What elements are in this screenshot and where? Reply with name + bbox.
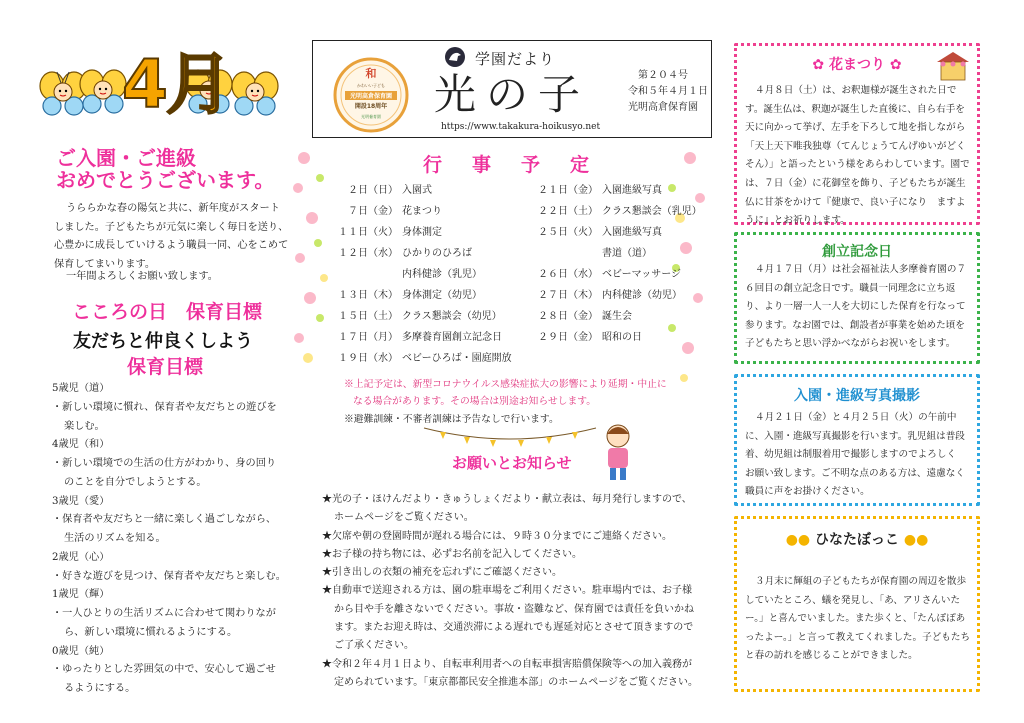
intro-paragraph: うららかな春の陽気と共に、新年度がスタートしました。子どもたちが元気に楽しく毎日を送り、心豊かに成長していけるよう職員一同、心をこめて保育してまいります。 bbox=[54, 203, 289, 270]
goal-line: ・好きな遊びを見つけ、保育者や友だちと楽しむ。 bbox=[52, 570, 286, 582]
event-date: ２９日（金） bbox=[538, 332, 598, 343]
goal-line: 生活のリズムを知る。 bbox=[64, 533, 166, 544]
event-row bbox=[320, 285, 520, 306]
chick-icon: ●● bbox=[903, 532, 929, 548]
flower-festival-body: ４月８日（土）は、お釈迦様が誕生された日です。誕生仏は、釈迦が誕生した直後に、自ら右手を天に向かって挙げ、左手を下ろして地を指しながら「天上天下唯我独尊（てんじょうてんげゆいがどくそん）」と語ったという様をあらわしています。園では、７日（金）に花御堂を飾り、子どもたちが誕生仏に甘茶をかけて『健康で、良い子になり ますように』とお祈りします。 bbox=[745, 85, 970, 227]
founding-day-body: ４月１７日（月）は社会福祉法人多摩養育園の７６回目の創立記念日です。職員一同理念に立ち返り、より一層一人一人を大切にした保育を行なって参ります。なお園では、創設者が事業を始めた頃を子どもたちと思い浮かべながらお祝いをします。 bbox=[745, 264, 967, 350]
event-name: 内科健診（乳児） bbox=[402, 269, 482, 280]
masthead-title: 光の子 bbox=[434, 70, 591, 119]
event-row bbox=[520, 243, 710, 264]
event-name: 身体測定 bbox=[402, 227, 442, 238]
event-row bbox=[320, 264, 520, 285]
event-row bbox=[520, 201, 710, 222]
events-list-right bbox=[520, 180, 710, 348]
event-date: １７日（月） bbox=[338, 332, 398, 343]
goal-line: ら、新しい環境に慣れるようにする。 bbox=[64, 626, 238, 638]
website-link[interactable]: https://www.takakura-hoikusyo.net bbox=[441, 122, 601, 132]
goal-list bbox=[52, 380, 292, 699]
event-name: クラス懇談会（幼児） bbox=[402, 311, 502, 322]
event-date: ７日（金） bbox=[348, 206, 398, 217]
event-row bbox=[320, 306, 520, 327]
goal-age: 4歳児（和） bbox=[52, 439, 110, 451]
goal-line: ・一人ひとりの生活リズムに合わせて関わりなが bbox=[52, 608, 276, 619]
event-row bbox=[520, 306, 710, 327]
event-date: ２５日（火） bbox=[538, 227, 598, 238]
event-date: ２８日（金） bbox=[538, 311, 598, 322]
notice-line: ★令和２年４月１日より、自転車利用者への自転車損害賠償保険等への加入義務が bbox=[322, 658, 692, 670]
notice-line: ★欠席や朝の登園時間が遅れる場合には、９時３０分までにご連絡ください。 bbox=[322, 530, 672, 542]
founding-day-box bbox=[734, 232, 980, 364]
event-name: 書道（道） bbox=[602, 248, 652, 259]
notice-line: 定められています。「東京都都民安全推進本部」のホームページをご覧ください。 bbox=[334, 676, 698, 688]
event-date: ２１日（金） bbox=[538, 185, 598, 196]
masthead-subtitle: 学園だより bbox=[475, 50, 556, 68]
event-name: 入園進級写真 bbox=[602, 185, 662, 196]
logo-char: 和 bbox=[365, 67, 377, 80]
notice-line: ★自動車で送迎される方は、園の駐車場をご利用ください。駐車場内では、お子様 bbox=[322, 585, 692, 597]
event-date bbox=[320, 264, 402, 285]
event-row bbox=[520, 222, 710, 243]
goal-subheading: 保育目標 bbox=[127, 356, 204, 378]
greeting-line-2: おめでとうございます。 bbox=[56, 168, 275, 192]
logo-line-2: 開設18周年 bbox=[354, 103, 388, 110]
event-row bbox=[520, 180, 710, 201]
event-row bbox=[320, 348, 520, 369]
sunbathing-body: ３月末に輝組の子どもたちが保育園の周辺を散歩していたところ、蟻を発見し、「あ、アリさんいたー。」と喜んでいました。また歩くと、「たんぽぽあったよー。」と言って教えてくれました。子どもたちと春の訪れを感じることができました。 bbox=[745, 576, 971, 662]
notice-line: ★光の子・ほけんだより・きゅうしょくだより・献立表は、毎月発行しますので、 bbox=[322, 494, 692, 505]
event-date: １５日（土） bbox=[338, 311, 398, 322]
photo-day-title: 入園・進級写真撮影 bbox=[794, 388, 920, 404]
event-name: 花まつり bbox=[402, 206, 442, 217]
goal-line: のことを自分でしようとする。 bbox=[64, 476, 207, 488]
horse-emblem-icon bbox=[442, 46, 468, 68]
sunbathing-title-text: ひなたぼっこ bbox=[815, 532, 899, 548]
school-logo-icon bbox=[330, 55, 412, 135]
greeting-line-1: ご入園・ご進級 bbox=[56, 146, 196, 170]
event-name: 昭和の日 bbox=[602, 332, 642, 343]
event-date: ２６日（水） bbox=[538, 269, 598, 280]
issue-number: 第２０４号 bbox=[638, 70, 688, 81]
event-row bbox=[320, 222, 520, 243]
goal-line: ・新しい環境での生活の仕方がわかり、身の回り bbox=[52, 458, 277, 469]
event-date: １３日（木） bbox=[338, 290, 398, 301]
goal-heading: こころの日 保育目標 bbox=[72, 301, 263, 323]
logo-org: 光明養育園 bbox=[361, 114, 381, 119]
child-illustration-icon bbox=[596, 422, 640, 484]
event-row bbox=[320, 243, 520, 264]
event-name: 入園進級写真 bbox=[602, 227, 662, 238]
event-date bbox=[520, 243, 602, 264]
goal-age: 5歳児（道） bbox=[52, 383, 110, 394]
school-name: 光明高倉保育園 bbox=[628, 102, 698, 113]
garland-decoration-icon bbox=[420, 424, 600, 450]
event-row bbox=[520, 327, 710, 348]
event-date: １１日（火） bbox=[338, 227, 398, 238]
event-name: 入園式 bbox=[402, 185, 432, 196]
issue-info bbox=[628, 68, 708, 116]
sunbathing-title bbox=[737, 529, 977, 549]
goal-line: ・ゆったりとした雰囲気の中で、安心して過ごせ bbox=[52, 664, 276, 676]
flower-icon: ✿ bbox=[889, 57, 902, 73]
notice-line: から目や手を離さないでください。事故・盗難など、保育園では責任を負いかね bbox=[334, 603, 694, 615]
events-note-2: なる場合があります。その場合は別途お知らせします。 bbox=[353, 396, 597, 407]
goal-line: ・新しい環境に慣れ、保育者や友だちとの遊びを bbox=[52, 401, 277, 413]
goal-line: るようにする。 bbox=[64, 683, 136, 694]
notice-line: ★引き出しの衣類の補充を忘れずにご確認ください。 bbox=[322, 567, 562, 579]
goal-age: 2歳児（心） bbox=[52, 551, 110, 563]
event-date: ２７日（木） bbox=[538, 290, 598, 301]
flower-icon: ✿ bbox=[812, 57, 825, 73]
event-row bbox=[520, 264, 710, 285]
goal-age: 1歳児（輝） bbox=[52, 589, 110, 601]
events-title: 行事予定 bbox=[423, 154, 620, 176]
event-row bbox=[320, 201, 520, 222]
photo-day-body: ４月２１日（金）と４月２５日（火）の午前中に、入園・進級写真撮影を行います。乳児組は普段着、幼児組は制服着用で撮影しますのでよろしく お願い致します。ご不明な点のある方は、遠慮なく職員に声をお掛けください。 bbox=[745, 412, 966, 498]
notice-title: お願いとお知らせ bbox=[452, 454, 572, 472]
notice-line: ★お子様の持ち物には、必ずお名前を記入してください。 bbox=[322, 548, 582, 560]
event-name: ベビーマッサージ bbox=[602, 269, 681, 280]
event-date: ２日（日） bbox=[348, 185, 398, 196]
notice-line: ご了承ください。 bbox=[334, 640, 414, 652]
goal-line: ・保育者や友だちと一緒に楽しく過ごしながら、 bbox=[52, 514, 277, 526]
event-row bbox=[320, 327, 520, 348]
flower-festival-title-text: 花まつり bbox=[829, 57, 885, 73]
goal-age: 0歳児（純） bbox=[52, 645, 110, 657]
butterfly-icon bbox=[79, 62, 127, 118]
photo-day-box bbox=[734, 374, 980, 506]
logo-small: かわいい子ども bbox=[357, 83, 385, 88]
event-name: クラス懇談会（乳児） bbox=[602, 206, 702, 217]
notice-list bbox=[322, 491, 712, 692]
founding-day-title: 創立記念日 bbox=[822, 244, 892, 260]
notice-line: ます。またお迎え時は、交通渋滞による遅れでも遅延対応とさせて頂きますので bbox=[334, 622, 694, 634]
issue-date: 令和５年４月１日 bbox=[628, 86, 708, 97]
goal-line: 楽しむ。 bbox=[64, 420, 105, 432]
event-name: ひかりのひろば bbox=[402, 248, 472, 259]
month-title: 4月 bbox=[122, 46, 230, 123]
events-note-1: ※上記予定は、新型コロナウイルス感染症拡大の影響により延期・中止に bbox=[344, 379, 667, 390]
event-name: 多摩養育園創立記念日 bbox=[402, 332, 502, 343]
intro-closing: 一年間よろしくお願い致します。 bbox=[66, 271, 218, 282]
flower-shrine-icon bbox=[933, 48, 973, 84]
event-date: １９日（水） bbox=[338, 353, 398, 364]
notice-line: ホームページをご覧ください。 bbox=[334, 512, 474, 524]
chick-icon: ●● bbox=[785, 532, 811, 548]
event-row bbox=[320, 180, 520, 201]
goal-age: 3歳児（愛） bbox=[52, 495, 110, 507]
event-name: ベビーひろば・園庭開放 bbox=[402, 353, 512, 364]
event-row bbox=[520, 285, 710, 306]
events-note-3: ※避難訓練・不審者訓練は予告なしで行います。 bbox=[344, 414, 559, 425]
sunbathing-box bbox=[734, 516, 980, 692]
events-list-left bbox=[320, 180, 520, 369]
event-name: 身体測定（幼児） bbox=[402, 290, 482, 301]
logo-line-1: 光明高倉保育園 bbox=[349, 93, 393, 100]
goal-main: 友だちと仲良くしよう bbox=[73, 331, 253, 352]
event-date: １２日（水） bbox=[338, 248, 398, 259]
flower-festival-box bbox=[734, 43, 980, 225]
event-name: 誕生会 bbox=[602, 311, 632, 322]
event-date: ２２日（土） bbox=[538, 206, 598, 217]
butterfly-icon bbox=[231, 64, 279, 120]
event-name: 内科健診（幼児） bbox=[602, 290, 682, 301]
